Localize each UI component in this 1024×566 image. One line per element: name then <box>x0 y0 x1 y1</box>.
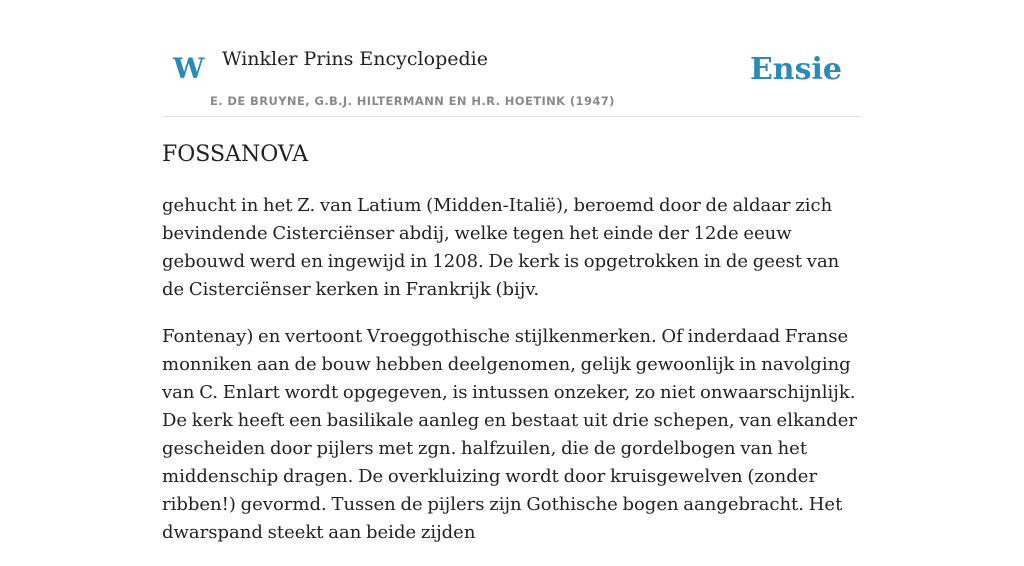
page <box>162 0 862 543</box>
winkler-prins-logo[interactable]: W <box>173 52 205 85</box>
article-body <box>162 192 862 566</box>
ensie-logo[interactable]: Ensie <box>749 52 842 87</box>
article-paragraph: Fontenay) en vertoont Vroeggothische stijlkenmerken. Of inderdaad Franse monniken aan de bouw hebben deelgenomen, gelijk gewoonlijk in navolging van C. Enlart wordt opgegeven, is intussen onzeker, zo niet onwaarschijnlijk. De kerk heeft een basilikale aanleg en bestaat uit drie schepen, van elkander gescheiden door pijlers met zgn. halfzuilen, die de gordelbogen van het middenschip dragen. De overkluizing wordt door kruisgewelven (zonder ribben!) gevormd. Tussen de pijlers zijn Gothische bogen aangebracht. Het dwarspand steekt aan beide zijden <box>162 326 857 543</box>
site-title[interactable]: Winkler Prins Encyclopedie <box>222 48 488 70</box>
site-header <box>162 0 862 117</box>
entry-title: FOSSANOVA <box>162 142 309 167</box>
byline: E. DE BRUYNE, G.B.J. HILTERMANN EN H.R. HOETINK (1947) <box>210 94 615 108</box>
article-paragraph: gehucht in het Z. van Latium (Midden-Italië), beroemd door de aldaar zich bevindende Cisterciënser abdij, welke tegen het einde der 12de eeuw gebouwd werd en ingewijd in 1208. De kerk is opgetrokken in de geest van de Cisterciënser kerken in Frankrijk (bijv. <box>162 195 840 300</box>
